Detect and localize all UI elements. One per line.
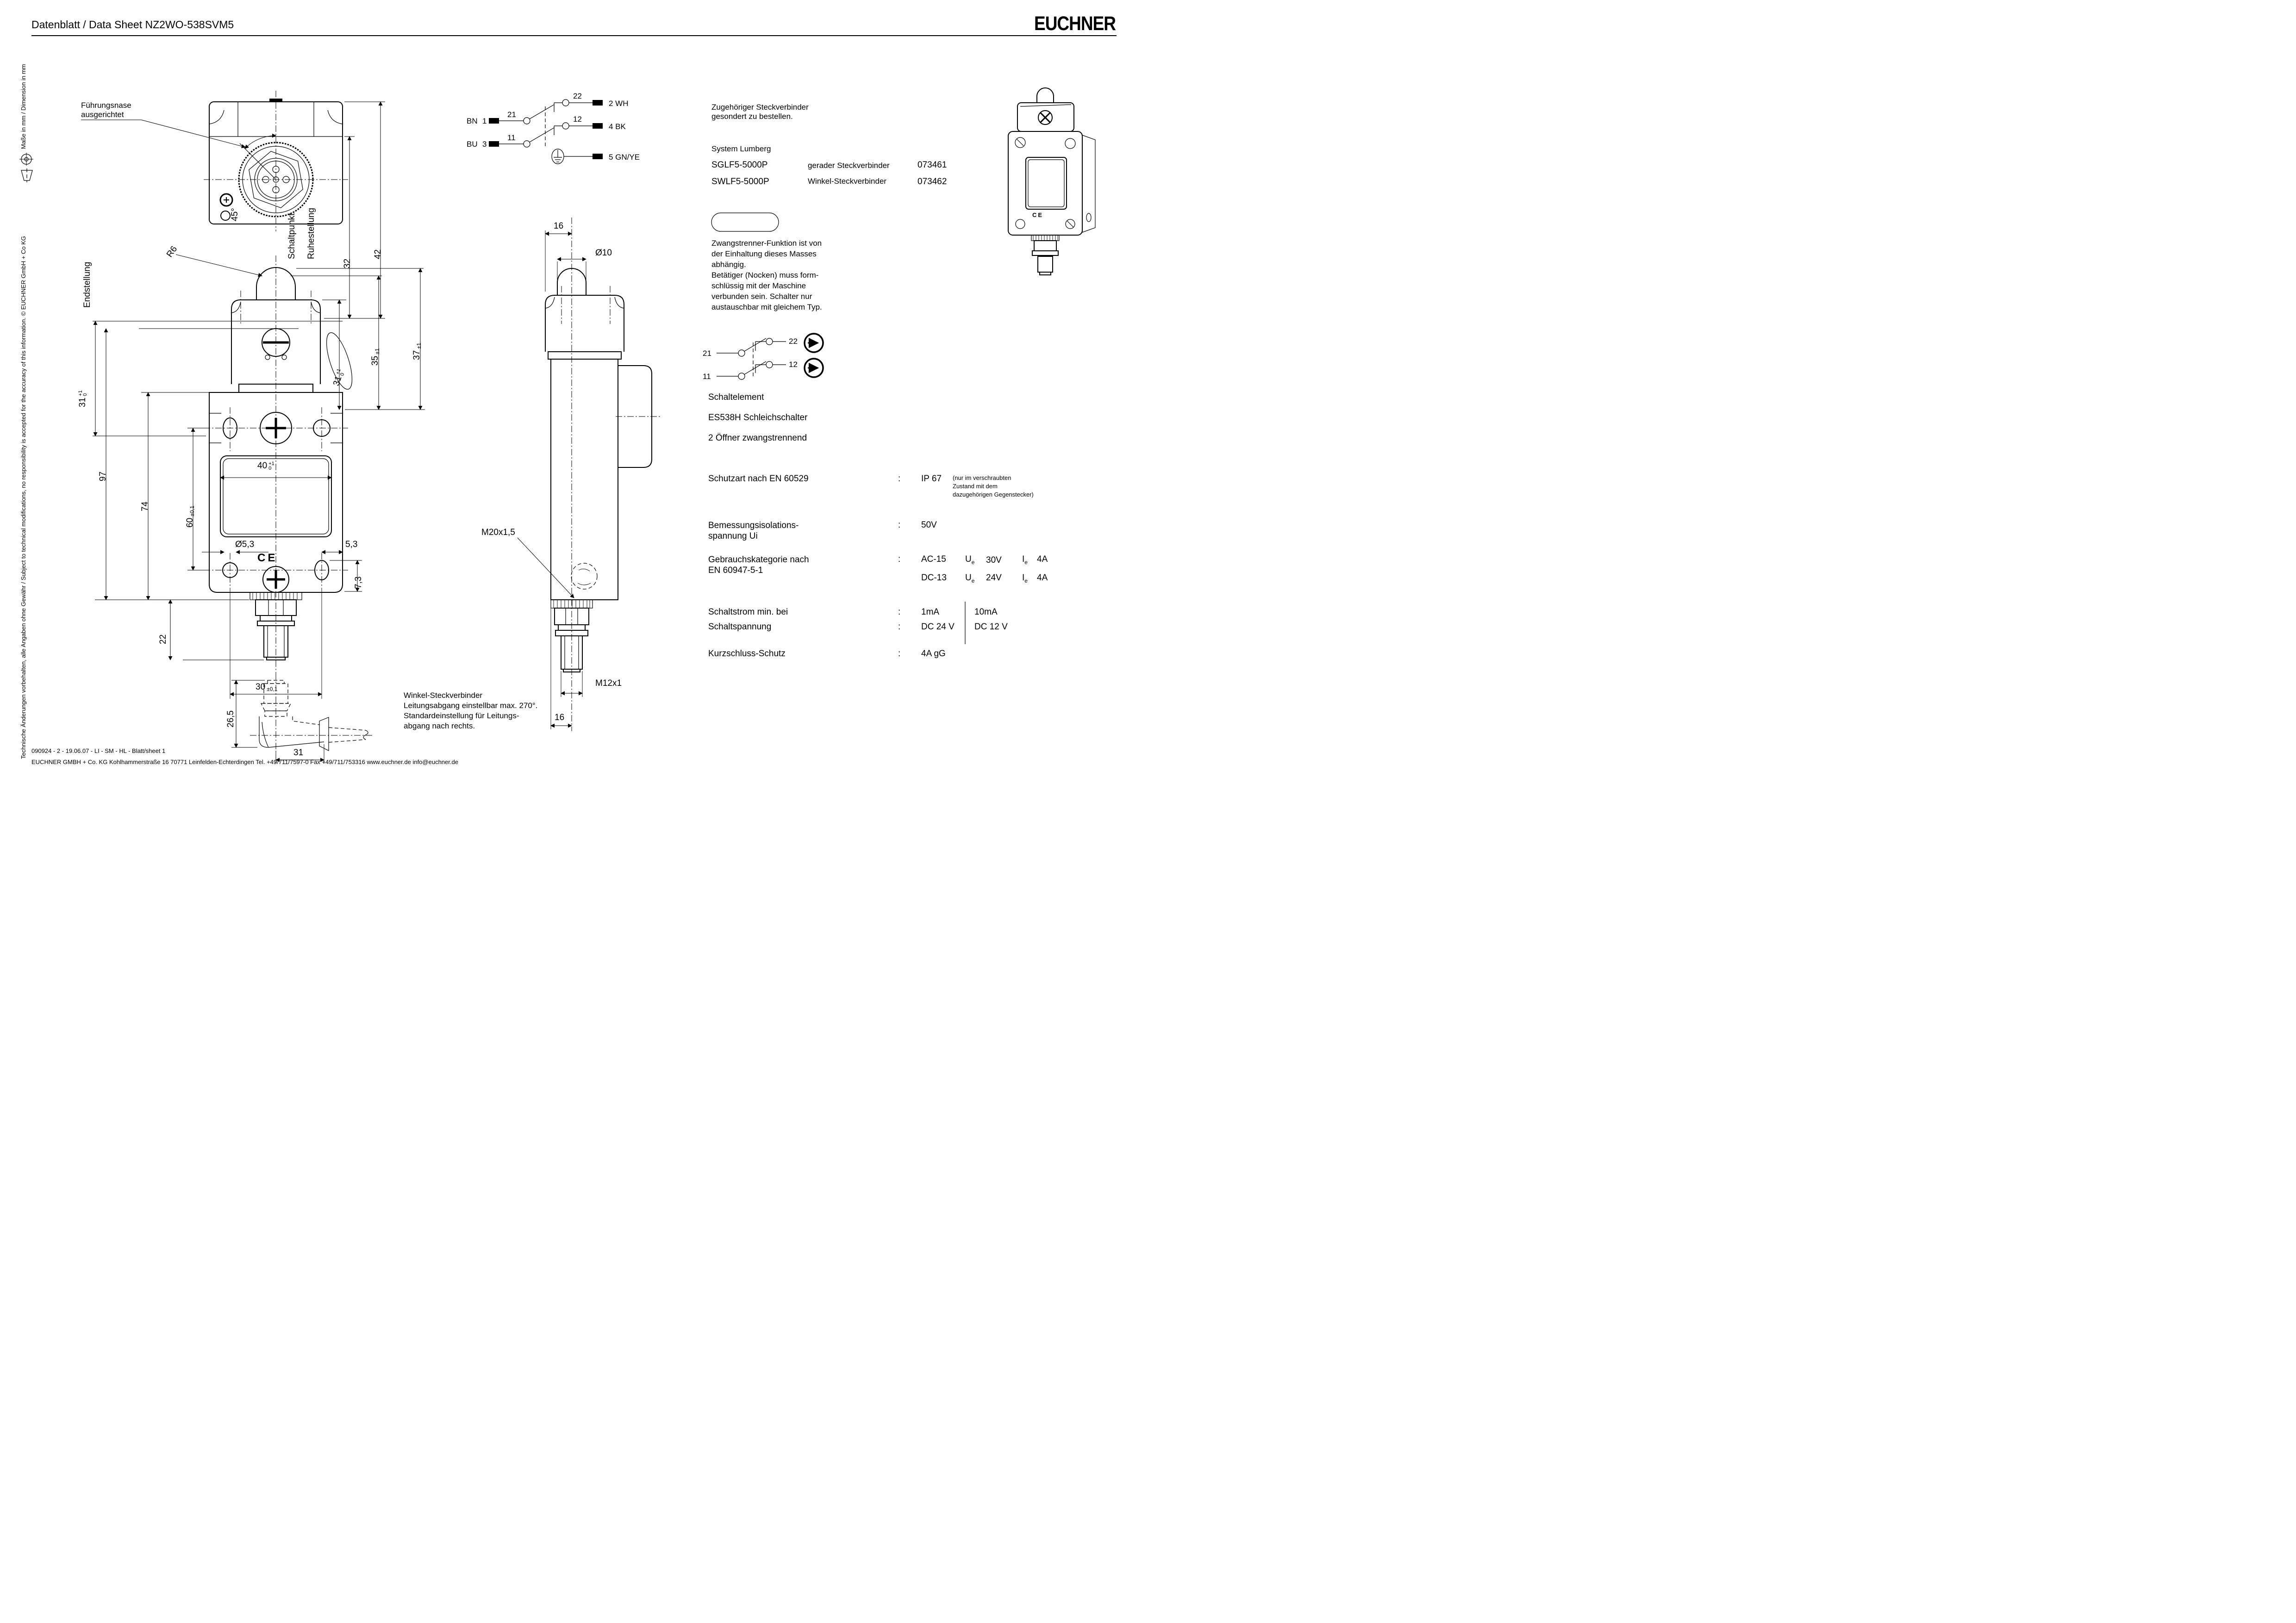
colon: : — [898, 554, 901, 564]
colon: : — [898, 649, 901, 659]
wire-2-wh: 2 WH — [609, 99, 629, 108]
dim-m20: M20x1,5 — [481, 528, 515, 537]
dim-97: 97 — [98, 471, 108, 481]
page-title: Datenblatt / Data Sheet NZ2WO-538SVM5 — [31, 19, 234, 31]
leader-label-fuehrungsnase: Führungsnase ausgerichtet — [81, 101, 131, 119]
wire-bu: BU — [467, 140, 478, 149]
spec-voltage-v1: DC 24 V — [921, 622, 955, 632]
wire-4-bk: 4 BK — [609, 122, 626, 131]
terminal-12: 12 — [573, 115, 582, 124]
spec-cat-ac: AC-15 — [921, 554, 946, 564]
datasheet-page — [0, 0, 1148, 812]
dim-5-3: 5,3 — [345, 540, 358, 549]
wiring-diagram — [489, 99, 603, 164]
sidebar-legal-note: Technische Änderungen vorbehalten, alle Angaben ohne Gewähr / Subject to technical modifications, no responsibility is accepted for the accuracy of this information. © EUCHNER GmbH + Co KG — [20, 236, 27, 759]
spec-schutzart-value: IP 67 — [921, 474, 942, 484]
spec-voltage-v2: DC 12 V — [974, 622, 1008, 632]
connector-desc-1: gerader Steckverbinder — [808, 161, 890, 170]
dim-22: 22 — [158, 634, 168, 644]
spec-cat-dc: DC-13 — [921, 573, 947, 583]
footer-address: EUCHNER GMBH + Co. KG Kohlhammerstraße 16 70771 Leinfelden-Echterdingen Tel. +49/711/7597-0 Fax +49/711/753316 www.euchner.de info@euchner.de — [31, 759, 458, 765]
switch-element-title: Schaltelement — [708, 392, 764, 402]
spec-iso-label: Bemessungsisolations- spannung Ui — [708, 521, 799, 541]
switch-element-contacts: 2 Öffner zwangstrennend — [708, 433, 807, 443]
label-endstellung: Endstellung — [82, 261, 92, 308]
ce-mark-iso: CE — [1032, 211, 1044, 218]
elbow-note: Winkel-Steckverbinder Leitungsabgang einstellbar max. 270°. Standardeinstellung für Leitungs- abgang nach rechts. — [404, 691, 538, 730]
wire-3: 3 — [482, 140, 487, 149]
colon: : — [898, 520, 901, 530]
zwangstrenner-note: Zwangstrenner-Funktion ist von der Einhaltung dieses Masses abhängig. Betätiger (Nocken) muss form- schlüssig mit der Maschine verbunden sein. Schalter nur austauschbar mit gleichem Typ. — [711, 239, 822, 311]
dim-74: 74 — [140, 501, 150, 511]
dim-16-top: 16 — [554, 221, 564, 231]
top-view-drawing — [81, 91, 385, 318]
dim-37: 37±1 — [412, 342, 422, 360]
colon: : — [898, 474, 901, 484]
terminal-21: 21 — [507, 110, 516, 119]
euchner-logo: EUCHNER — [1034, 12, 1116, 34]
side-view-drawing — [518, 218, 661, 731]
blank-pill-badge — [711, 213, 779, 231]
footer-revision: 090924 - 2 - 19.06.07 - LI - SM - HL - Blatt/sheet 1 — [31, 747, 166, 754]
connector-note: Zugehöriger Steckverbinder gesondert zu bestellen. — [711, 103, 809, 121]
spec-short-label: Kurzschluss-Schutz — [708, 649, 786, 659]
sc-terminal-12: 12 — [789, 360, 798, 369]
wire-5-gnye: 5 GN/YE — [609, 153, 640, 162]
dim-60: 60±0,1 — [185, 505, 195, 528]
spec-cat-label: Gebrauchskategorie nach EN 60947-5-1 — [708, 555, 809, 575]
contact-diagram — [717, 334, 823, 379]
dim-42: 42 — [373, 249, 383, 259]
spec-ie-dc: $I_e$ — [1022, 573, 1028, 584]
connector-desc-2: Winkel-Steckverbinder — [808, 177, 887, 186]
sidebar-dimension-note: Maße in mm / Dimension in mm — [20, 64, 27, 149]
spec-voltage-label: Schaltspannung — [708, 622, 772, 632]
header-rule — [31, 35, 1117, 36]
spec-current-label: Schaltstrom min. bei — [708, 607, 788, 617]
spec-schutzart-label: Schutzart nach EN 60529 — [708, 474, 809, 484]
dim-32: 32 — [343, 258, 352, 268]
dim-30: 30 ±0,1 — [256, 682, 278, 692]
wire-bn: BN — [467, 117, 478, 125]
dim-16-bottom: 16 — [555, 713, 565, 722]
spec-ue-ac-value: 30V — [986, 555, 1002, 565]
spec-schutzart-note: (nur im verschraubten Zustand mit dem dazugehörigen Gegenstecker) — [953, 474, 1034, 498]
ce-mark-front: CE — [257, 552, 278, 564]
dim-r6: R6 — [165, 244, 180, 260]
switch-element-type: ES538H Schleichschalter — [708, 413, 808, 423]
dim-7-3: 7,3 — [354, 576, 363, 589]
dim-26-5: 26,5 — [226, 710, 236, 728]
dim-40: 40 +1 0 — [257, 460, 275, 471]
spec-ie-dc-value: 4A — [1037, 573, 1048, 583]
spec-ie-ac-value: 4A — [1037, 554, 1048, 564]
dim-35: 35±1 — [370, 348, 381, 366]
colon: : — [898, 622, 901, 632]
label-schaltpunkt: Schaltpunkt — [287, 213, 297, 259]
dim-31-elbow: 31 — [293, 748, 304, 758]
terminal-22: 22 — [573, 92, 582, 100]
spec-ue-ac: $U_e$ — [965, 554, 975, 566]
spec-short-value: 4A gG — [921, 649, 946, 659]
spec-ue-dc-value: 24V — [986, 573, 1002, 583]
dim-45deg: 45° — [230, 208, 240, 221]
connector-code-2: SWLF5-5000P — [711, 177, 769, 187]
sc-terminal-21: 21 — [703, 349, 711, 358]
projection-symbol — [19, 153, 33, 182]
spec-ue-dc: $U_e$ — [965, 573, 975, 584]
connector-system: System Lumberg — [711, 144, 771, 153]
dim-10-dia: Ø10 — [595, 248, 612, 258]
dim-31-left: 31 +1 0 — [77, 390, 88, 407]
dim-5-3-dia: Ø5,3 — [235, 540, 255, 549]
dim-m12: M12x1 — [595, 678, 622, 688]
sc-terminal-11: 11 — [703, 372, 711, 381]
spec-iso-value: 50V — [921, 520, 937, 530]
sc-terminal-22: 22 — [789, 337, 798, 346]
iso-view-drawing — [1008, 88, 1095, 275]
label-ruhestellung: Ruhestellung — [306, 208, 316, 259]
colon: : — [898, 607, 901, 617]
spec-current-v1: 1mA — [921, 607, 940, 617]
connector-no-1: 073461 — [917, 160, 947, 170]
spec-current-v2: 10mA — [974, 607, 998, 617]
connector-code-1: SGLF5-5000P — [711, 160, 768, 170]
terminal-11: 11 — [507, 133, 516, 142]
dim-31-right: 31 +1 0 — [331, 368, 346, 387]
spec-ie-ac: $I_e$ — [1022, 554, 1028, 566]
connector-no-2: 073462 — [917, 177, 947, 187]
wire-1: 1 — [482, 117, 487, 125]
